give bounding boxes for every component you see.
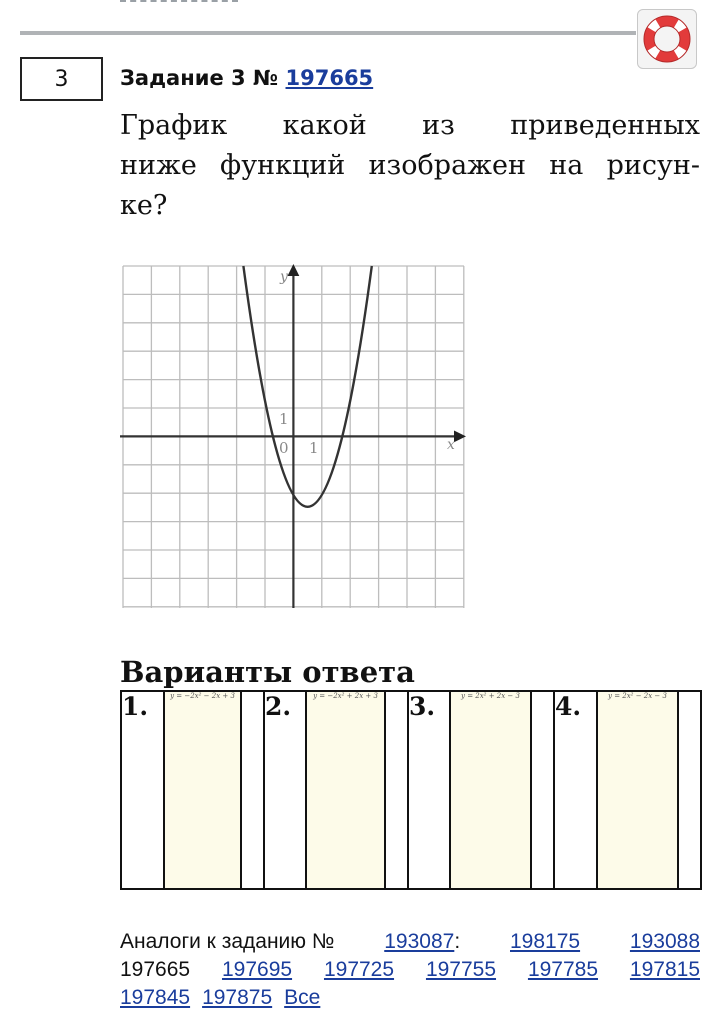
variant-1-number: 1. <box>121 691 164 889</box>
task-number: 3 <box>54 66 69 92</box>
analog-link[interactable]: 193088 <box>629 930 700 953</box>
variant-4-number: 4. <box>554 691 597 889</box>
analog-current: 197665 <box>120 958 191 981</box>
analogs-row-1: Аналоги к заданию № 193087: 198175 193088 <box>120 928 700 956</box>
task-id-link[interactable]: 197665 <box>285 66 374 90</box>
variant-4-spacer <box>678 691 701 889</box>
analog-link[interactable]: 197875 <box>202 986 273 1009</box>
top-dashed-link-remnant <box>120 0 238 5</box>
variant-4-formula[interactable]: y = 2x² − 2x − 3 <box>597 691 678 889</box>
variants-title: Варианты ответа <box>120 655 415 689</box>
analogs-row-3 <box>120 984 700 1012</box>
variant-3-formula[interactable]: y = 2x² + 2x − 3 <box>450 691 531 889</box>
analogs-section <box>120 928 700 1012</box>
variant-2-spacer <box>385 691 408 889</box>
variant-2-formula[interactable]: y = −2x² + 2x + 3 <box>306 691 385 889</box>
analog-link[interactable]: 197755 <box>425 958 497 981</box>
all-analogs-link[interactable]: Все <box>284 986 321 1009</box>
variant-1-formula[interactable]: y = −2x² − 2x + 3 <box>164 691 241 889</box>
tick-label-y: 1 <box>279 410 289 428</box>
task-title-prefix: Задание 3 № <box>120 66 279 90</box>
variant-1-spacer <box>241 691 264 889</box>
analogs-label: Аналоги к заданию № <box>120 930 335 953</box>
variant-3-number: 3. <box>408 691 450 889</box>
question-line-1: График какой из приведенных <box>120 110 700 141</box>
analog-link[interactable]: 197725 <box>323 958 395 981</box>
tick-label-x: 1 <box>309 439 319 457</box>
task-title <box>120 66 373 90</box>
analog-link[interactable]: 193087 <box>384 930 455 953</box>
origin-label: 0 <box>279 439 289 457</box>
analog-link[interactable]: 197785 <box>527 958 599 981</box>
analogs-row-2 <box>120 956 700 984</box>
analog-link[interactable]: 198175 <box>510 930 581 953</box>
question-line-2: ниже функций изображен на рисун- <box>120 150 700 181</box>
answer-variants-table <box>120 690 702 890</box>
question-line-3: ке? <box>120 190 168 221</box>
lifebuoy-icon <box>643 15 691 63</box>
analog-link[interactable]: 197815 <box>629 958 700 981</box>
axis-label-x: x <box>447 437 455 453</box>
analog-link[interactable]: 197845 <box>120 986 191 1009</box>
analog-link[interactable]: 197695 <box>221 958 293 981</box>
variant-2-number: 2. <box>264 691 306 889</box>
axis-label-y: y <box>280 269 288 285</box>
question-text <box>120 106 700 226</box>
variant-3-spacer <box>531 691 554 889</box>
task-number-box <box>20 57 103 101</box>
parabola-curve <box>243 266 371 507</box>
separator-rule <box>20 31 636 35</box>
help-button[interactable] <box>637 9 697 69</box>
function-graph <box>120 262 468 610</box>
